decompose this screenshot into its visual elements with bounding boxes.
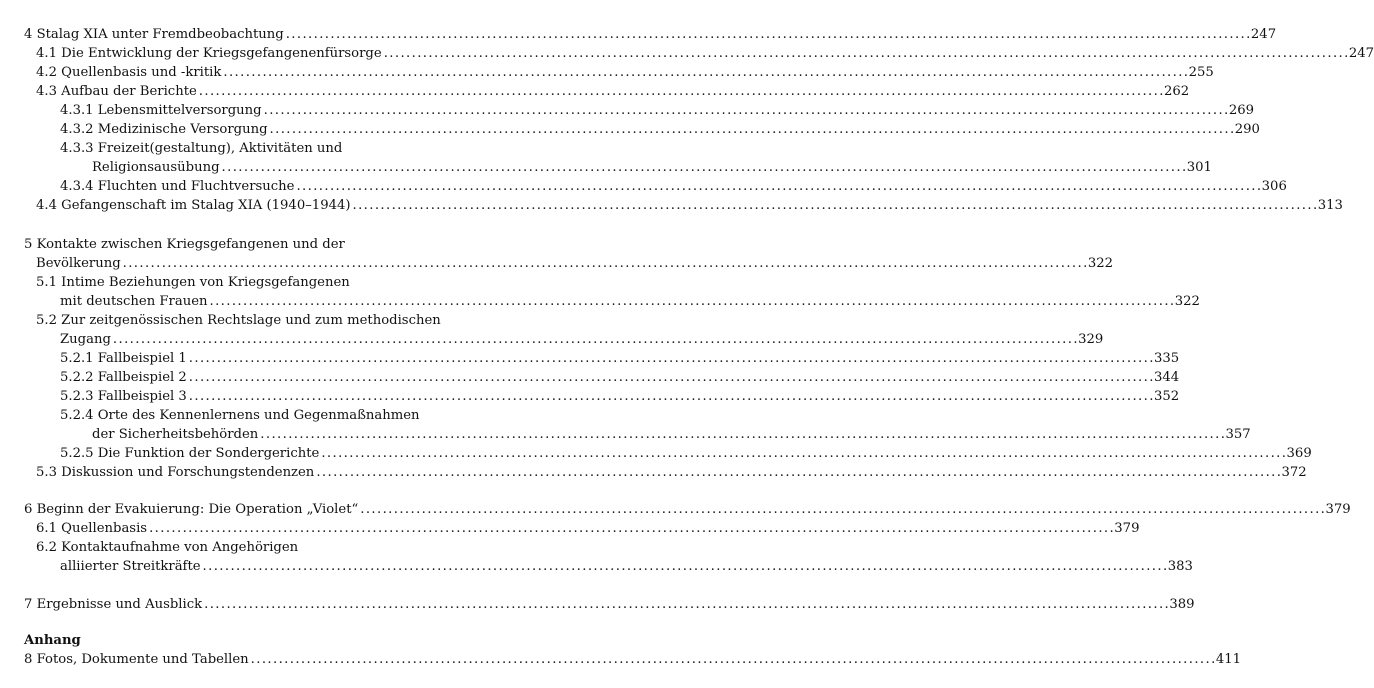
toc-entry-title: 6.2 Kontaktaufnahme von Angehörigen xyxy=(36,540,299,555)
toc-entry-5-2-4-line1 xyxy=(0,406,460,426)
toc-entry-title: der Sicherheitsbehörden xyxy=(92,427,259,442)
dot-leader xyxy=(222,158,1185,178)
toc-entry-title: 4.3.4 Fluchten und Fluchtversuche xyxy=(60,179,295,194)
toc-page-number: 357 xyxy=(1225,427,1251,442)
toc-entry-title: mit deutschen Frauen xyxy=(60,294,208,309)
toc-page-number: 262 xyxy=(1164,84,1190,99)
toc-page-number: 344 xyxy=(1154,370,1180,385)
dot-leader xyxy=(189,368,1152,388)
toc-page-number: 389 xyxy=(1169,597,1195,612)
toc-entry-title: 4.3.2 Medizinische Versorgung xyxy=(60,122,268,137)
toc-entry-title: 4.2 Quellenbasis und -kritik xyxy=(36,65,222,80)
toc-entry-6 xyxy=(0,500,1351,520)
dot-leader xyxy=(270,120,1233,140)
toc-page-number: 379 xyxy=(1325,502,1351,517)
toc-entry-title: 6 Beginn der Evakuierung: Die Operation „Violet“ xyxy=(24,502,359,517)
toc-page-number: 290 xyxy=(1234,122,1260,137)
toc-entry-title: Religionsausübung xyxy=(92,160,220,175)
toc-entry-4-3-4 xyxy=(0,177,1287,197)
toc-page-number: 322 xyxy=(1087,256,1114,271)
toc-entry-7 xyxy=(0,595,1195,615)
toc-entry-4-1 xyxy=(0,44,1374,64)
toc-page-number: 383 xyxy=(1167,559,1193,574)
toc-entry-4-2 xyxy=(0,63,1214,83)
toc-page-number: 247 xyxy=(1250,27,1277,42)
dot-leader xyxy=(199,82,1162,102)
toc-entry-6-2-line1 xyxy=(0,538,460,558)
toc-entry-4-3-2 xyxy=(0,120,1260,140)
dot-leader xyxy=(321,444,1284,464)
dot-leader xyxy=(264,101,1227,121)
toc-entry-title: 5.2.1 Fallbeispiel 1 xyxy=(60,351,187,366)
toc-entry-title: 4.3 Aufbau der Berichte xyxy=(36,84,197,99)
toc-page-number: 255 xyxy=(1188,65,1214,80)
toc-entry-title: 5.1 Intime Beziehungen von Kriegsgefangenen xyxy=(36,275,350,290)
section-heading: Anhang xyxy=(24,633,81,648)
toc-entry-title: 4.3.1 Lebensmittelversorgung xyxy=(60,103,262,118)
toc-entry-6-1 xyxy=(0,519,1140,539)
toc-page-number: 306 xyxy=(1261,179,1287,194)
toc-entry-5-1 xyxy=(0,292,1200,312)
dot-leader xyxy=(189,387,1152,407)
dot-leader xyxy=(384,44,1347,64)
toc-page-number: 269 xyxy=(1228,103,1254,118)
dot-leader xyxy=(296,177,1259,197)
toc-entry-title: 6.1 Quellenbasis xyxy=(36,521,148,536)
toc-entry-title: 4.3.3 Freizeit(gestaltung), Aktivitäten und xyxy=(60,141,343,156)
toc-page-number: 313 xyxy=(1317,198,1343,213)
dot-leader xyxy=(360,500,1323,520)
toc-entry-5-1-line1 xyxy=(0,273,460,293)
toc-entry-5-2-1 xyxy=(0,349,1180,369)
dot-leader xyxy=(286,25,1249,45)
dot-leader xyxy=(149,519,1112,539)
toc-page-number: 335 xyxy=(1154,351,1180,366)
toc-entry-8 xyxy=(0,650,1242,670)
toc-entry-4-4 xyxy=(0,196,1343,216)
toc-page-number: 379 xyxy=(1114,521,1140,536)
dot-leader xyxy=(203,557,1166,577)
toc-entry-title: 4 Stalag XIA unter Fremdbeobachtung xyxy=(24,27,284,42)
dot-leader xyxy=(210,292,1173,312)
toc-entry-title: 5.2 Zur zeitgenössischen Rechtslage und zum methodischen xyxy=(36,313,441,328)
toc-page-number: 247 xyxy=(1348,46,1374,61)
toc-entry-title: 5.2.2 Fallbeispiel 2 xyxy=(60,370,187,385)
toc-entry-5 xyxy=(0,254,1114,274)
toc-page-number: 329 xyxy=(1078,332,1104,347)
toc-entry-5-3 xyxy=(0,463,1307,483)
toc-entry-4-3-3-line1 xyxy=(0,139,460,159)
toc-entry-4-3-1 xyxy=(0,101,1254,121)
dot-leader xyxy=(260,425,1223,445)
toc-entry-4 xyxy=(0,25,1277,45)
toc-entry-5-2 xyxy=(0,330,1104,350)
toc-heading-anhang xyxy=(0,631,460,651)
toc-entry-4-3-3 xyxy=(0,158,1212,178)
dot-leader xyxy=(189,349,1152,369)
dot-leader xyxy=(316,463,1279,483)
dot-leader xyxy=(204,595,1167,615)
toc-entry-title: Bevölkerung xyxy=(36,256,121,271)
toc-entry-title: 7 Ergebnisse und Ausblick xyxy=(24,597,203,612)
toc-page-number: 411 xyxy=(1215,652,1242,667)
toc-entry-5-2-5 xyxy=(0,444,1312,464)
toc-entry-title: 5.3 Diskussion und Forschungstendenzen xyxy=(36,465,315,480)
dot-leader xyxy=(123,254,1086,274)
dot-leader xyxy=(353,196,1316,216)
toc-entry-4-3 xyxy=(0,82,1190,102)
toc-entry-title: 8 Fotos, Dokumente und Tabellen xyxy=(24,652,249,667)
toc-page-number: 301 xyxy=(1186,160,1212,175)
toc-page-number: 369 xyxy=(1286,446,1312,461)
dot-leader xyxy=(113,330,1076,350)
toc-entry-title: alliierter Streitkräfte xyxy=(60,559,201,574)
toc-page-number: 322 xyxy=(1174,294,1200,309)
dot-leader xyxy=(251,650,1214,670)
toc-entry-5-2-4 xyxy=(0,425,1251,445)
toc-entry-title: 4.4 Gefangenschaft im Stalag XIA (1940–1944) xyxy=(36,198,351,213)
toc-entry-title: 5.2.5 Die Funktion der Sondergerichte xyxy=(60,446,320,461)
toc-entry-5-2-3 xyxy=(0,387,1180,407)
toc-entry-title: 5 Kontakte zwischen Kriegsgefangenen und der xyxy=(24,237,345,252)
toc-entry-5-line1 xyxy=(0,235,460,255)
toc-entry-title: 5.2.3 Fallbeispiel 3 xyxy=(60,389,187,404)
dot-leader xyxy=(223,63,1186,83)
toc-entry-6-2 xyxy=(0,557,1193,577)
toc-entry-title: Zugang xyxy=(60,332,111,347)
toc-page-number: 352 xyxy=(1154,389,1180,404)
toc-entry-5-2-2 xyxy=(0,368,1180,388)
toc-entry-title: 5.2.4 Orte des Kennenlernens und Gegenmaßnahmen xyxy=(60,408,420,423)
toc-entry-5-2-line1 xyxy=(0,311,460,331)
toc-entry-title: 4.1 Die Entwicklung der Kriegsgefangenenfürsorge xyxy=(36,46,382,61)
toc-page-number: 372 xyxy=(1281,465,1307,480)
